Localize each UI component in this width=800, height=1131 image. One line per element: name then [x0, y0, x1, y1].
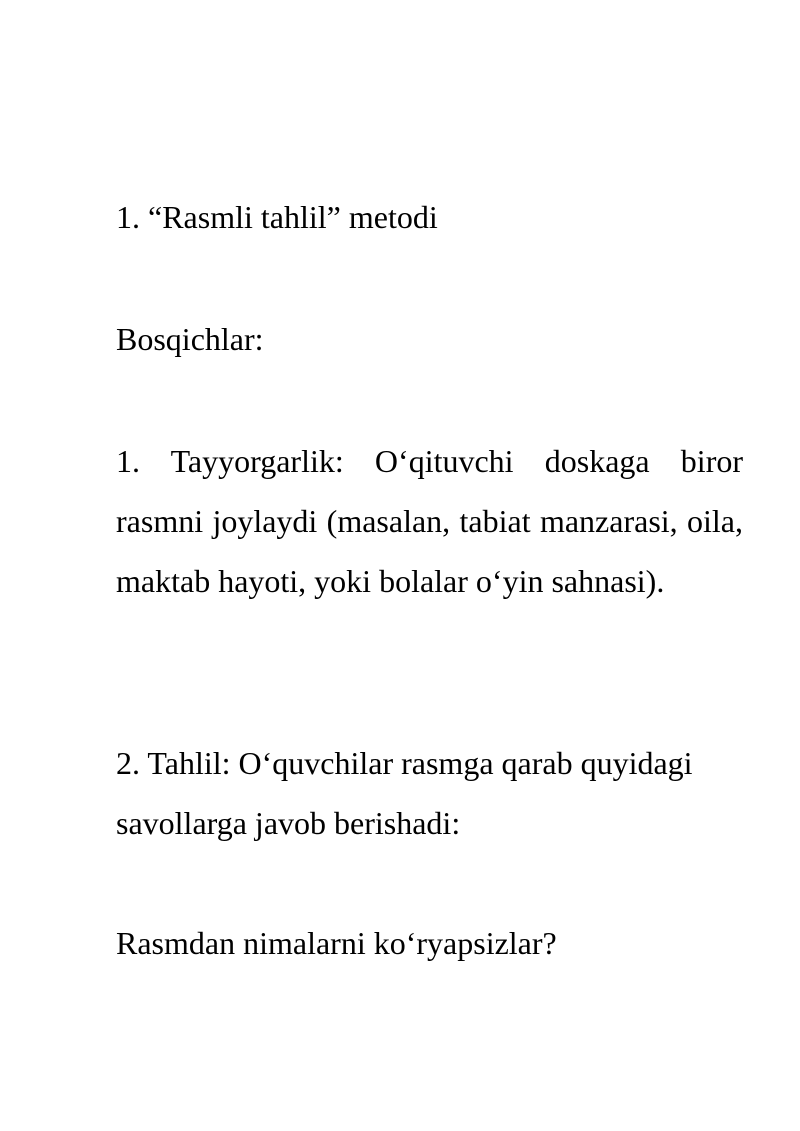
question-paragraph: Rasmdan nimalarni ko‘ryapsizlar? [116, 925, 557, 961]
step-preparation-paragraph: 1. Tayyorgarlik: O‘qituvchi doskaga biror rasmni joylaydi (masalan, tabiat manzarasi, oila, maktab hayoti, yoki bolalar o‘yin sahnasi). [116, 443, 743, 599]
step-analysis-paragraph: 2. Tahlil: O‘quvchilar rasmga qarab quyidagi savollarga javob berishadi: [116, 745, 693, 841]
stages-label: Bosqichlar: [116, 321, 264, 357]
method-heading: 1. “Rasmli tahlil” metodi [116, 199, 438, 235]
